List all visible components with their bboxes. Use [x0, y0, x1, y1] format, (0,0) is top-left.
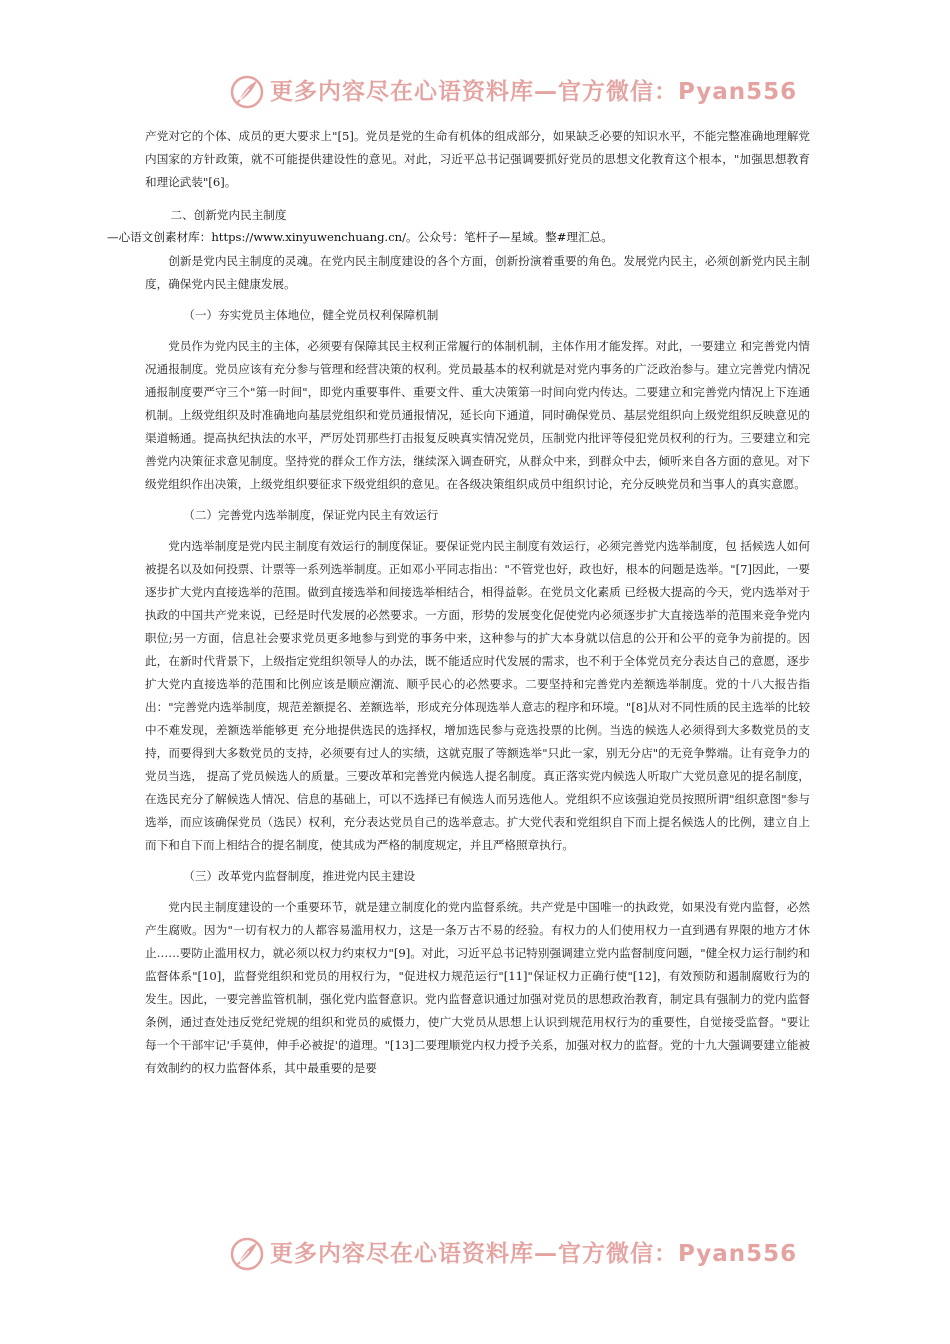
header-banner	[0, 68, 950, 118]
paragraph-4: 党内民主制度建设的一个重要环节，就是建立制度化的党内监督系统。共产党是中国唯一的执政党，如果没有党内监督，必然产生腐败。因为"一切有权力的人都容易滥用权力，这是一条万古不易的经验。有权力的人们使用权力一直到遇有界限的地方才休止……要防止滥用权力，就必须以权力约束权力"[9]。对此，习近平总书记特别强调建立党内监督制度问题，"健全权力运行制约和监督体系"[10]，监督党组织和党员的用权行为，"促进权力规范运行"[11]"保证权力正确行使"[12]，有效预防和遏制腐败行为的发生。因此，一要完善监管机制，强化党内监督意识。党内监督意识通过加强对党员的思想政治教育，制定具有强制力的党内监督条例，通过查处违反党纪党规的组织和党员的威慑力，使广大党员从思想上认识到规范用权行为的重要性，自觉接受监督。"要让每一个干部牢记'手莫伸，伸手必被捉'的道理。"[13]二要理顺党内权力授予关系，加强对权力的监督。党的十九大强调要建立能被有效制约的权力监督体系，其中最重要的是要	[145, 900, 810, 1075]
subsection-heading-1: （一）夯实党员主体地位，健全党员权利保障机制	[183, 308, 439, 322]
paragraph-2: 党员作为党内民主的主体，必须要有保障其民主权利正常履行的体制机制，主体作用才能发挥。对此，一要建立 和完善党内情况通报制度。党员应该有充分参与管理和经营决策的权利。党员最基本的权利就是对党内事务的广泛政治参与。建立完善党内情况通报制度要严守三个"第一时间"，即党内重要事件、重要文件、重大决策第一时间向党内传达。二要建立和完善党内情况上下连通机制。上级党组织及时准确地向基层党组织和党员通报情况，延长向下通道，同时确保党员、基层党组织向上级党组织反映意见的渠道畅通。提高执纪执法的水平，严厉处罚那些打击报复反映真实情况党员，压制党内批评等侵犯党员权利的行为。三要建立和完善党内决策征求意见制度。坚持党的群众工作方法，继续深入调查研究，从群众中来，到群众中去，倾听来自各方面的意见。对下级党组织作出决策，上级党组织要征求下级党组织的意见。在各级决策组织成员中组织讨论，充分反映党员和当事人的真实意愿。	[145, 339, 810, 491]
feather-pen-logo-icon	[229, 74, 265, 110]
footer-banner	[0, 1230, 950, 1280]
subsection-heading-3: （三）改革党内监督制度，推进党内民主建设	[183, 869, 416, 883]
paragraph-3: 党内选举制度是党内民主制度有效运行的制度保证。要保证党内民主制度有效运行，必须完善党内选举制度，包 括候选人如何被提名以及如何投票、计票等一系列选举制度。正如邓小平同志指出："不管党也好，政也好，根本的问题是选举。"[7]因此，一要逐步扩大党内直接选举的范围。做到直接选举和间接选举相结合，相得益彰。在党员文化素质 已经极大提高的今天，党内选举对于执政的中国共产党来说，已经是时代发展的必然要求。一方面，形势的发展变化促使党内必须逐步扩大直接选举的范围来竞争党内职位;另一方面，信息社会要求党员更多地参与到党的事务中来，这种参与的扩大本身就以信息的公开和公平的竞争为前提的。因此，在新时代背景下，上级指定党组织领导人的办法，既不能适应时代发展的需求，也不利于全体党员充分表达自己的意愿，逐步扩大党内直接选举的范围和比例应该是顺应潮流、顺乎民心的必然要求。二要坚持和完善党内差额选举制度。党的十八大报告指出："完善党内选举制度，规范差额提名、差额选举，形成充分体现选举人意志的程序和环境。"[8]从对不同性质的民主选举的比较中不难发现，差额选举能够更 充分地提供选民的选择权，增加选民参与竞选投票的比例。当选的候选人必须得到大多数党员的支持，而要得到大多数党员的支持，必须要有过人的实绩，这就克服了等额选举"只此一家，别无分店"的无竞争弊端。让有竞争力的党员当选， 提高了党员候选人的质量。三要改革和完善党内候选人提名制度。真正落实党内候选人听取广大党员意见的提名制度， 在选民充分了解候选人情况、信息的基础上，可以不选择已有候选人而另选他人。党组织不应该强迫党员按照所谓"组织意图"参与选举，而应该确保党员（选民）权利，充分表达党员自己的选举意志。扩大党代表和党组织自下而上提名候选人的比例，建立自上而下和自下而上相结合的提名制度，使其成为严格的制度规定，并且严格照章执行。	[145, 539, 810, 852]
feather-pen-logo-icon	[229, 1236, 265, 1272]
paragraph-0: 产党对它的个体、成员的更大要求上"[5]。党员是党的生命有机体的组成部分，如果缺乏必要的知识水平，不能完整准确地理解党内国家的方针政策，就不可能提供建设性的意见。对此，习近平总书记强调要抓好党员的思想文化教育这个根本，"加强思想教育和理论武装"[6]。	[145, 129, 810, 189]
document-body	[145, 125, 810, 1080]
watermark-line: —心语文创素材库：https://www.xinyuwenchuang.cn/。公众号：笔杆子—星域。整#理汇总。	[107, 230, 613, 244]
section-heading-2: 二、创新党内民主制度	[170, 208, 287, 222]
banner-text: 更多内容尽在心语资料库—官方微信：Pyan556	[270, 1241, 798, 1267]
banner-text: 更多内容尽在心语资料库—官方微信：Pyan556	[270, 79, 798, 105]
paragraph-1: 创新是党内民主制度的灵魂。在党内民主制度建设的各个方面，创新扮演着重要的角色。发展党内民主，必须创新党内民主制度，确保党内民主健康发展。	[145, 254, 810, 291]
subsection-heading-2: （二）完善党内选举制度，保证党内民主有效运行	[183, 508, 439, 522]
